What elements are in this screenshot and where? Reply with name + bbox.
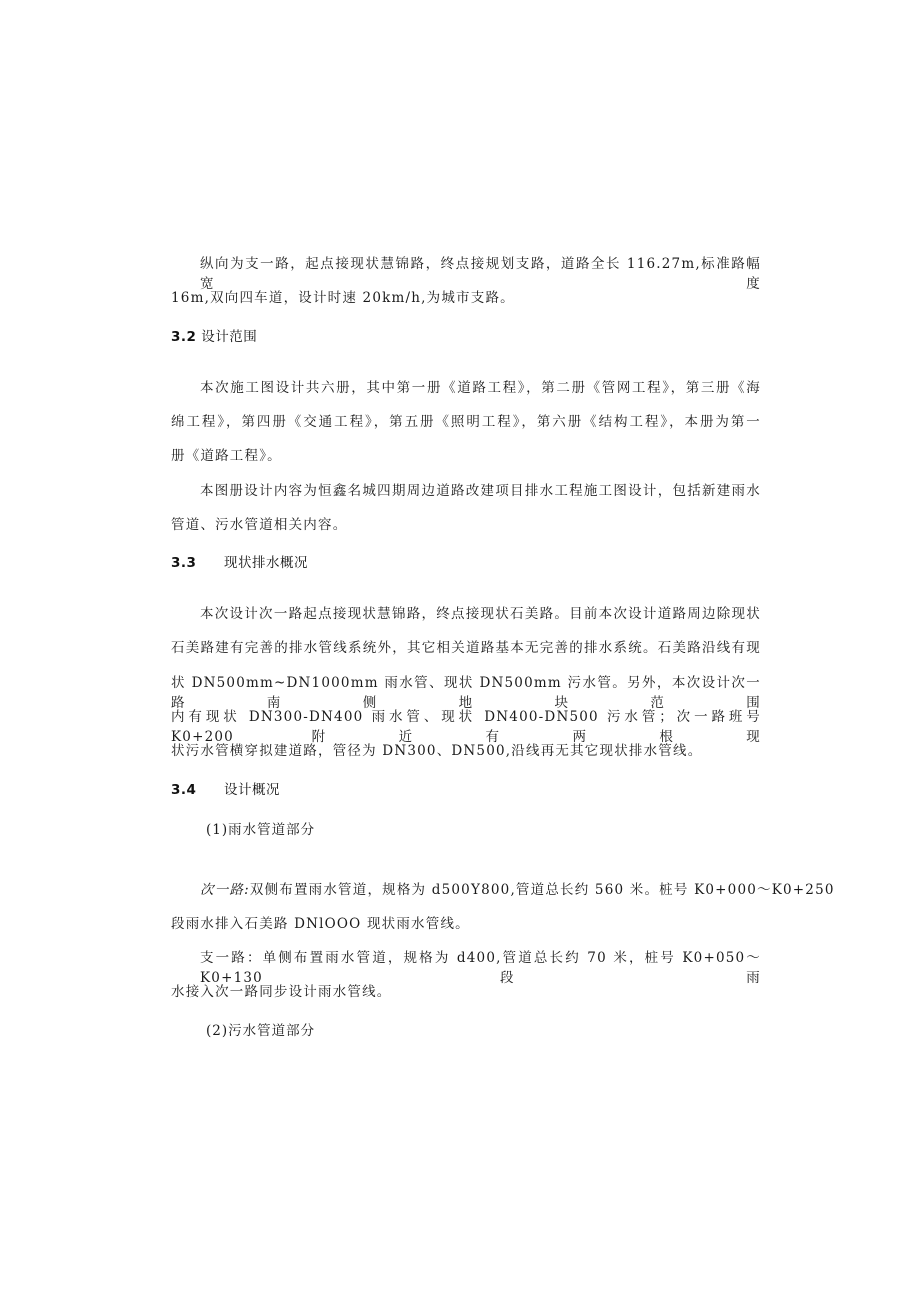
s34-p2-line-2: 水接入次一路同步设计雨水管线。 [171, 984, 392, 1000]
section-title: 设计范围 [201, 329, 258, 345]
subheading-rainwater: (1)雨水管道部分 [206, 822, 316, 838]
section-number: 3.3 [171, 555, 197, 571]
s32-p1-line-3: 册《道路工程》。 [171, 448, 282, 464]
section-title: 设计概况 [224, 782, 281, 798]
subheading-sewage: (2)污水管道部分 [206, 1023, 316, 1039]
s32-p2-line-2: 管道、污水管道相关内容。 [171, 517, 348, 533]
section-heading-3-2 [171, 327, 257, 347]
section-number: 3.4 [171, 782, 197, 798]
road-name-lead: 次一路: [200, 882, 250, 898]
s34-p2-line-1: 支一路：单侧布置雨水管道，规格为 d400,管道总长约 70 米，桩号 K0+050～K0+130 段雨 [200, 950, 761, 986]
s33-p1-line-3: 状 DN500mm~DN1000mm 雨水管、现状 DN500mm 污水管。另外，本次设计次一路南侧地块范围 [171, 675, 761, 711]
s33-p1-line-4: 内有现状 DN300-DN400 雨水管、现状 DN400-DN500 污水管；次一路班号 K0+200 附近有两根现 [171, 709, 761, 745]
s34-p1-line-2: 段雨水排入石美路 DNlOOO 现状雨水管线。 [171, 916, 470, 932]
s32-p1-line-2: 绵工程》，第四册《交通工程》，第五册《照明工程》，第六册《结构工程》，本册为第一 [171, 414, 761, 430]
s34-p1-line-1 [200, 880, 835, 900]
s33-p1-line-2: 石美路建有完善的排水管线系统外，其它相关道路基本无完善的排水系统。石美路沿线有现 [171, 640, 761, 656]
intro-line-2: 16m,双向四车道，设计时速 20km/h,为城市支路。 [171, 290, 515, 306]
section-title: 现状排水概况 [224, 555, 309, 571]
s34-p1-line-1-text: 双侧布置雨水管道，规格为 d500Y800,管道总长约 560 米。桩号 K0+000～K0+250 [249, 882, 835, 898]
s33-p1-line-5: 状污水管横穿拟建道路，管径为 DN300、DN500,沿线再无其它现状排水管线。 [171, 743, 703, 759]
s32-p1-line-1: 本次施工图设计共六册，其中第一册《道路工程》，第二册《管网工程》，第三册《海 [200, 380, 761, 396]
section-number: 3.2 [171, 329, 197, 345]
s32-p2-line-1: 本图册设计内容为恒鑫名城四期周边道路改建项目排水工程施工图设计，包括新建雨水 [200, 483, 761, 499]
section-heading-3-3 [171, 553, 308, 573]
s33-p1-line-1: 本次设计次一路起点接现状慧锦路，终点接现状石美路。目前本次设计道路周边除现状 [200, 606, 761, 622]
intro-line-1: 纵向为支一路，起点接现状慧锦路，终点接规划支路，道路全长 116.27m,标准路幅宽度 [200, 256, 761, 292]
section-heading-3-4 [171, 780, 280, 800]
